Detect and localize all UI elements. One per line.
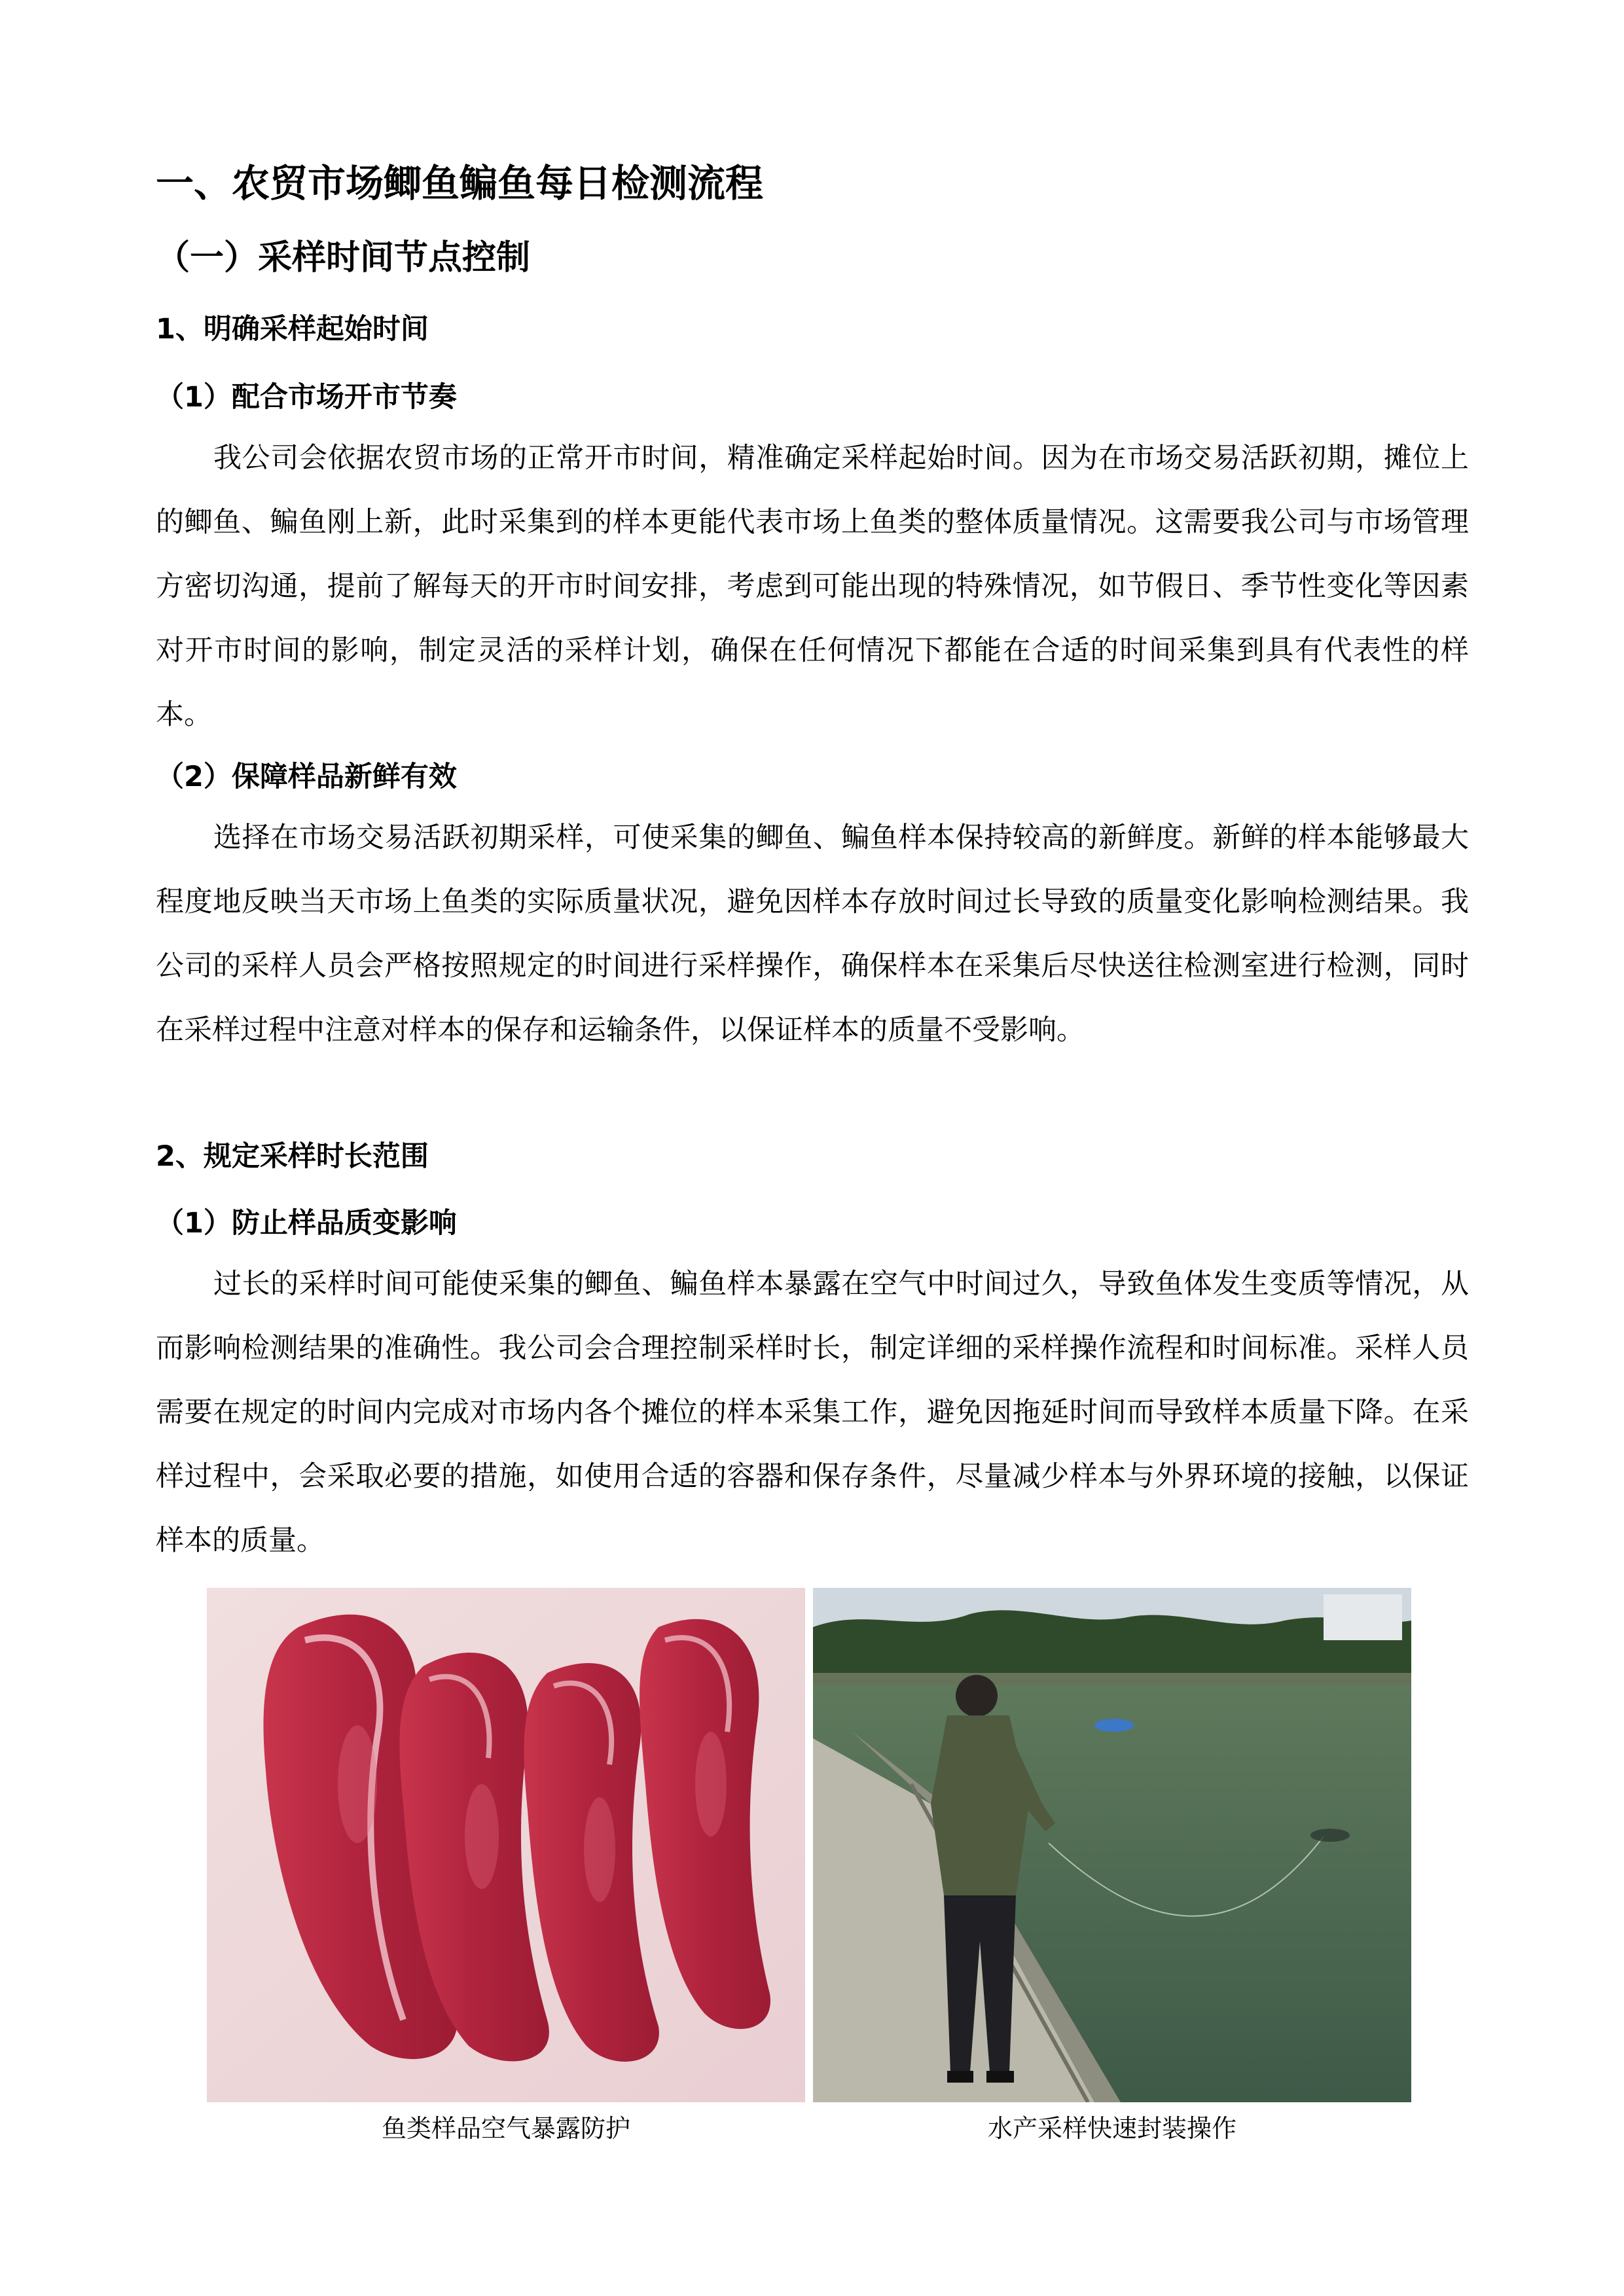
item-title-1-1: （1）配合市场开市节奏: [156, 381, 457, 414]
pond-sampling-photo-icon: [813, 1588, 1411, 2102]
figure-caption-2: 水产采样快速封装操作: [987, 2114, 1236, 2143]
pond-sampling-photo: [813, 1588, 1411, 2102]
subsection-title-1: 1、明确采样起始时间: [156, 313, 429, 346]
item-title-1-2: （2）保障样品新鲜有效: [156, 761, 457, 793]
item-title-2-1: （1）防止样品质变影响: [156, 1207, 457, 1240]
fish-fillet-photo: [207, 1588, 805, 2102]
paragraph-2-1: 过长的采样时间可能使采集的鲫鱼、鳊鱼样本暴露在空气中时间过久，导致鱼体发生变质等情况，从而影响检测结果的准确性。我公司会合理控制采样时长，制定详细的采样操作流程和时间标准。采样人员需要在规定的时间内完成对市场内各个摊位的样本采集工作，避免因拖延时间而导致样本质量下降。在采样过程中，会采取必要的措施，如使用合适的容器和保存条件，尽量减少样本与外界环境的接触，以保证样本的质量。: [156, 1268, 1469, 1557]
subsection-title-2: 2、规定采样时长范围: [156, 1140, 429, 1173]
paragraph-1-2: 选择在市场交易活跃初期采样，可使采集的鲫鱼、鳊鱼样本保持较高的新鲜度。新鲜的样本能够最大程度地反映当天市场上鱼类的实际质量状况，避免因样本存放时间过长导致的质量变化影响检测结果。我公司的采样人员会严格按照规定的时间进行采样操作，确保样本在采集后尽快送往检测室进行检测，同时在采样过程中注意对样本的保存和运输条件，以保证样本的质量不受影响。: [156, 821, 1469, 1047]
figure-caption-1: 鱼类样品空气暴露防护: [381, 2114, 630, 2143]
fish-fillet-photo-icon: [207, 1588, 805, 2102]
main-heading: 一、农贸市场鲫鱼鳊鱼每日检测流程: [156, 161, 764, 206]
section-heading: （一）采样时间节点控制: [156, 238, 531, 278]
paragraph-1-1: 我公司会依据农贸市场的正常开市时间，精准确定采样起始时间。因为在市场交易活跃初期，摊位上的鲫鱼、鳊鱼刚上新，此时采集到的样本更能代表市场上鱼类的整体质量情况。这需要我公司与市场管理方密切沟通，提前了解每天的开市时间安排，考虑到可能出现的特殊情况，如节假日、季节性变化等因素对开市时间的影响，制定灵活的采样计划，确保在任何情况下都能在合适的时间采集到具有代表性的样本。: [156, 442, 1469, 731]
